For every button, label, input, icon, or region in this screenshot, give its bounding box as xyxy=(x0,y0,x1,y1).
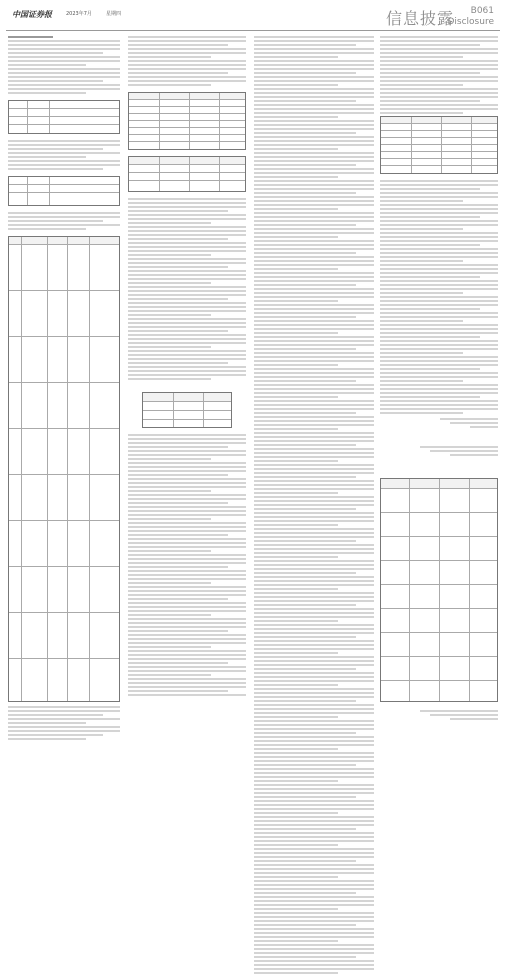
newspaper-title: 中国证券报 xyxy=(12,10,52,19)
section-title-en: Disclosure xyxy=(447,17,494,27)
column-3-text xyxy=(254,36,374,976)
column-2-text-mid xyxy=(128,198,246,382)
column-1-text-lower xyxy=(8,212,120,232)
section-title: 信息披露 xyxy=(386,9,455,28)
column-4-financial-table xyxy=(380,116,498,174)
column-1-text-bottom xyxy=(8,706,120,742)
column-1-table-2 xyxy=(8,176,120,206)
column-4-signature-3 xyxy=(410,710,498,722)
column-4-large-table xyxy=(380,478,498,702)
issue-weekday: 星期四 xyxy=(106,11,122,17)
column-2-financial-table xyxy=(128,92,246,150)
column-4-signature-1 xyxy=(430,418,498,430)
masthead xyxy=(6,6,500,30)
column-4-text-top xyxy=(380,36,498,116)
column-1-text-mid xyxy=(8,140,120,172)
masthead-rule xyxy=(6,30,500,31)
column-2-table-2 xyxy=(128,156,246,192)
column-4-signature-2 xyxy=(410,446,498,458)
issue-date: 2023年7月 xyxy=(66,11,92,17)
column-2-text-top xyxy=(128,36,246,88)
column-1-main-table xyxy=(8,236,120,702)
column-2-text-lower xyxy=(128,434,246,698)
column-4-text-mid xyxy=(380,180,498,416)
column-1-table-1 xyxy=(8,100,120,134)
page-number: B061 xyxy=(470,6,494,16)
column-1-text-top xyxy=(8,36,120,96)
column-2-small-table xyxy=(142,392,232,428)
